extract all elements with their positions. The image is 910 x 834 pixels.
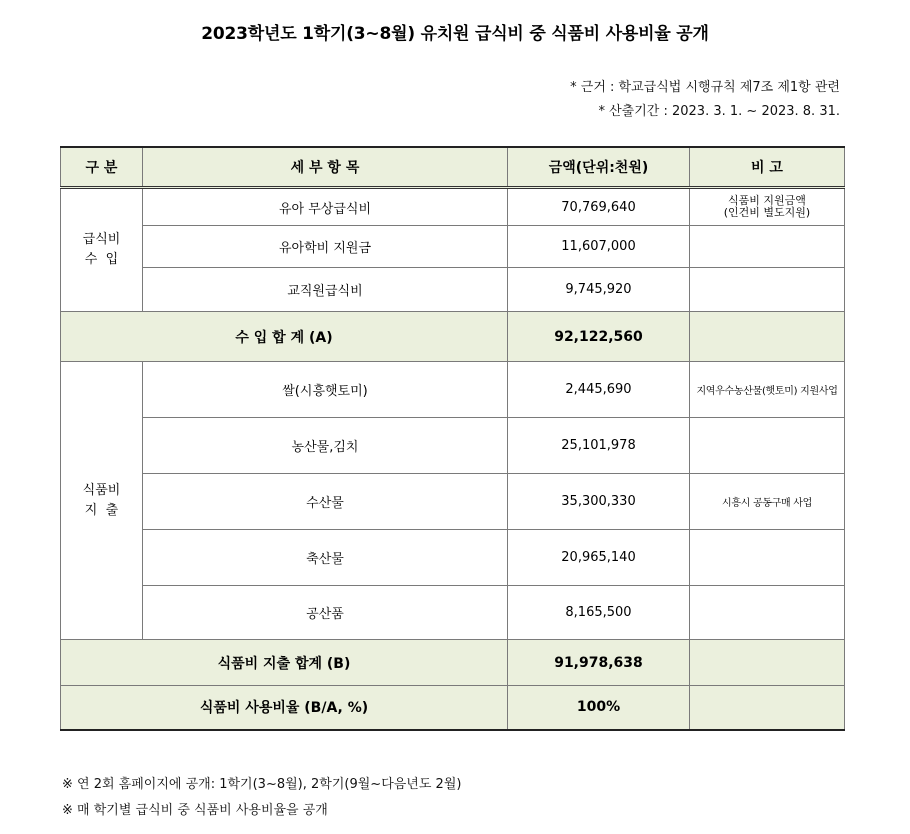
footer-notes — [62, 772, 461, 824]
header-item: 세 부 항 목 — [143, 147, 508, 188]
item-cell: 수산물 — [143, 474, 508, 530]
income-category: 급식비 수 입 — [61, 188, 143, 312]
note-cell — [690, 530, 845, 586]
item-cell: 쌀(시흥햇토미) — [143, 362, 508, 418]
item-cell: 유아학비 지원금 — [143, 226, 508, 268]
income-total-note — [690, 312, 845, 362]
footer-note: ※ 매 학기별 급식비 중 식품비 사용비율을 공개 — [62, 803, 328, 818]
amount-cell: 8,165,500 — [508, 586, 690, 640]
expense-total-label: 식품비 지출 합계 (B) — [61, 640, 508, 686]
amount-cell: 35,300,330 — [508, 474, 690, 530]
table-header-row — [61, 147, 845, 188]
note-cell: 시흥시 공동구매 사업 — [690, 474, 845, 530]
ratio-value: 100% — [508, 686, 690, 730]
income-total-row — [61, 312, 845, 362]
amount-cell: 20,965,140 — [508, 530, 690, 586]
table-row — [61, 418, 845, 474]
item-cell: 농산물,김치 — [143, 418, 508, 474]
table-row — [61, 586, 845, 640]
income-total-label: 수 입 합 계 (A) — [61, 312, 508, 362]
table-row — [61, 362, 845, 418]
ratio-row — [61, 686, 845, 730]
header-category: 구 분 — [61, 147, 143, 188]
item-cell: 교직원급식비 — [143, 268, 508, 312]
footer-note: ※ 연 2회 홈페이지에 공개: 1학기(3~8월), 2학기(9월~다음년도 2월) — [62, 777, 462, 792]
note-cell: 식품비 지원금액 (인건비 별도지원) — [690, 188, 845, 226]
note-cell — [690, 226, 845, 268]
expense-total-amount: 91,978,638 — [508, 640, 690, 686]
basis-line: * 근거 : 학교급식법 시행규칙 제7조 제1항 관련 — [570, 80, 840, 95]
header-amount: 금액(단위:천원) — [508, 147, 690, 188]
income-total-amount: 92,122,560 — [508, 312, 690, 362]
note-cell — [690, 418, 845, 474]
ratio-label: 식품비 사용비율 (B/A, %) — [61, 686, 508, 730]
note-cell — [690, 586, 845, 640]
amount-cell: 9,745,920 — [508, 268, 690, 312]
ratio-note — [690, 686, 845, 730]
expense-total-note — [690, 640, 845, 686]
table-row — [61, 226, 845, 268]
table-row — [61, 188, 845, 226]
item-cell: 축산물 — [143, 530, 508, 586]
meal-cost-table — [60, 146, 845, 731]
table-row — [61, 268, 845, 312]
item-cell: 공산품 — [143, 586, 508, 640]
amount-cell: 11,607,000 — [508, 226, 690, 268]
amount-cell: 25,101,978 — [508, 418, 690, 474]
header-note: 비 고 — [690, 147, 845, 188]
table-row — [61, 474, 845, 530]
note-cell — [690, 268, 845, 312]
expense-total-row — [61, 640, 845, 686]
period-line: * 산출기간 : 2023. 3. 1. ~ 2023. 8. 31. — [598, 104, 840, 119]
amount-cell: 70,769,640 — [508, 188, 690, 226]
table-row — [61, 530, 845, 586]
amount-cell: 2,445,690 — [508, 362, 690, 418]
document-title: 2023학년도 1학기(3~8월) 유치원 급식비 중 식품비 사용비율 공개 — [201, 24, 709, 44]
legal-basis — [570, 76, 840, 124]
note-cell: 지역우수농산물(햇토미) 지원사업 — [690, 362, 845, 418]
item-cell: 유아 무상급식비 — [143, 188, 508, 226]
expense-category: 식품비 지 출 — [61, 362, 143, 640]
